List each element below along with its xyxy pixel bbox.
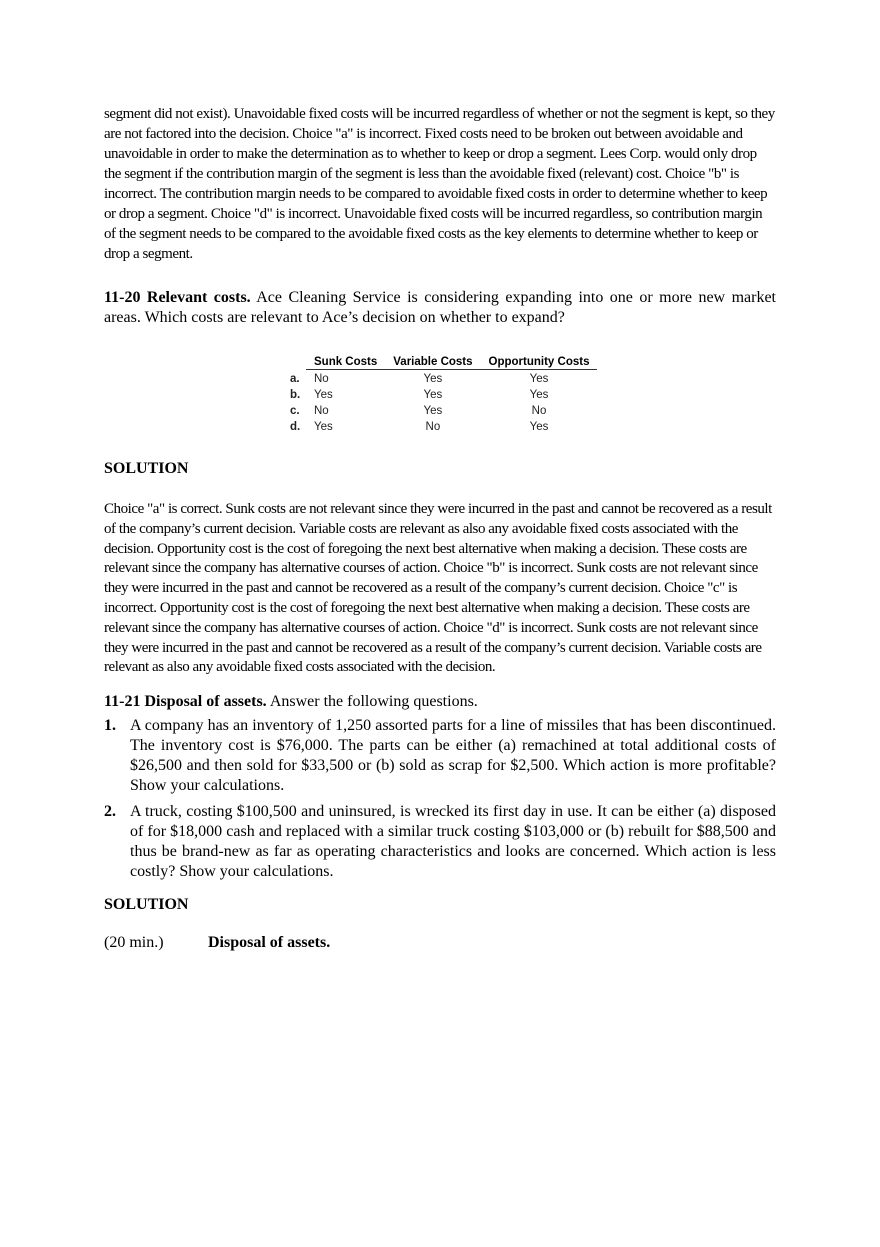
header-sunk-costs: Sunk Costs bbox=[306, 354, 385, 370]
cell-sunk: Yes bbox=[314, 421, 333, 433]
table-row bbox=[288, 370, 597, 387]
question-11-21 bbox=[104, 692, 776, 712]
list-item-text: A company has an inventory of 1,250 assorted parts for a line of missiles that has been discontinued. The inventory cost is $76,000. The parts can be either (a) remachined at total additional costs of $26,500 and then sold for $33,500 or (b) sold as scrap for $2,500. Which action is more profitable? Show your calculations. bbox=[130, 717, 776, 795]
header-blank bbox=[288, 354, 306, 370]
choices-table bbox=[288, 354, 597, 434]
question-11-20-text: Ace Cleaning Service is considering expanding into one or more new market areas. Which costs are relevant to Ace’s decision on whether to expand? bbox=[104, 289, 776, 326]
question-11-21-text: Answer the following questions. bbox=[269, 693, 478, 711]
cell-sunk: No bbox=[314, 405, 329, 417]
cell-variable: Yes bbox=[423, 373, 443, 385]
cell-variable: Yes bbox=[423, 389, 443, 401]
solution-heading-11-20: SOLUTION bbox=[104, 460, 189, 477]
cell-opportunity: Yes bbox=[529, 373, 549, 385]
cell-variable: Yes bbox=[423, 405, 443, 417]
cell-opportunity: Yes bbox=[529, 421, 549, 433]
list-item bbox=[104, 802, 776, 882]
row-label: a. bbox=[290, 372, 300, 385]
list-item-number: 1. bbox=[104, 717, 116, 735]
cell-variable: No bbox=[425, 421, 441, 433]
cell-sunk: Yes bbox=[314, 389, 333, 401]
row-label: d. bbox=[290, 421, 301, 433]
intro-paragraph: segment did not exist). Unavoidable fixed costs will be incurred regardless of whether or not the segment is kept, so they are not factored into the decision. Choice "a" is incorrect. Fixed costs need to be broken out between avoidable and unavoidable in order to make the determination as to whether to keep or drop a segment. Lees Corp. would only drop the segment if the contribution margin of the segment is less than the avoidable fixed (relevant) cost. Choice "b" is incorrect. The contribution margin needs to be compared to avoidable fixed costs in order to determine whether to keep or drop a segment. Choice "d" is incorrect. Unavoidable fixed costs will be incurred regardless, so contribution margin of the segment needs to be compared to the avoidable fixed costs as the key elements to determine whether to keep or drop a segment. bbox=[104, 106, 775, 262]
question-11-21-list bbox=[104, 716, 776, 882]
choices-table-header bbox=[288, 354, 597, 370]
question-11-20 bbox=[104, 288, 776, 328]
header-opportunity-costs: Opportunity Costs bbox=[481, 354, 598, 370]
list-item bbox=[104, 716, 776, 796]
question-11-20-heading: 11-20 Relevant costs. bbox=[104, 289, 251, 306]
table-row bbox=[288, 418, 597, 434]
row-label: b. bbox=[290, 389, 301, 401]
solution-text-11-20: Choice "a" is correct. Sunk costs are not relevant since they were incurred in the past and cannot be recovered as a result of the company’s current decision. Variable costs are relevant as also any avoidable fixed costs associated with the decision. Opportunity cost is the cost of foregoing the next best alternative when making a decision. These costs are relevant since the company has alternative courses of action. Choice "b" is incorrect. Sunk costs are not relevant since they were incurred in the past and cannot be recovered as a result of the company’s current decision. Choice "c" is incorrect. Opportunity cost is the cost of foregoing the next best alternative when making a decision. These costs are relevant since the company has alternative courses of action. Choice "d" is incorrect. Sunk costs are not relevant since they were incurred in the past and cannot be recovered as a result of the company’s current decision. Variable costs are relevant as also any avoidable fixed costs associated with the decision. bbox=[104, 501, 772, 676]
question-11-21-heading: 11-21 Disposal of assets. bbox=[104, 693, 267, 711]
cell-opportunity: Yes bbox=[529, 389, 549, 401]
time-estimate: (20 min.) bbox=[104, 934, 164, 952]
solution-line-11-21 bbox=[104, 934, 776, 952]
document-page bbox=[104, 104, 776, 952]
list-item-text: A truck, costing $100,500 and uninsured, is wrecked its first day in use. It can be either (a) disposed of for $18,000 cash and replaced with a similar truck costing $103,000 or (b) rebuilt for $88,500 and thus be brand-new as far as operating characteristics and looks are concerned. Which action is less costly? Show your calculations. bbox=[130, 803, 776, 881]
table-row bbox=[288, 386, 597, 402]
cell-sunk: No bbox=[314, 373, 329, 385]
solution-title: Disposal of assets. bbox=[208, 934, 331, 952]
solution-heading-11-21: SOLUTION bbox=[104, 896, 189, 914]
cell-opportunity: No bbox=[531, 405, 547, 417]
table-row bbox=[288, 402, 597, 418]
header-variable-costs: Variable Costs bbox=[385, 354, 480, 370]
row-label: c. bbox=[290, 405, 300, 417]
list-item-number: 2. bbox=[104, 803, 116, 821]
